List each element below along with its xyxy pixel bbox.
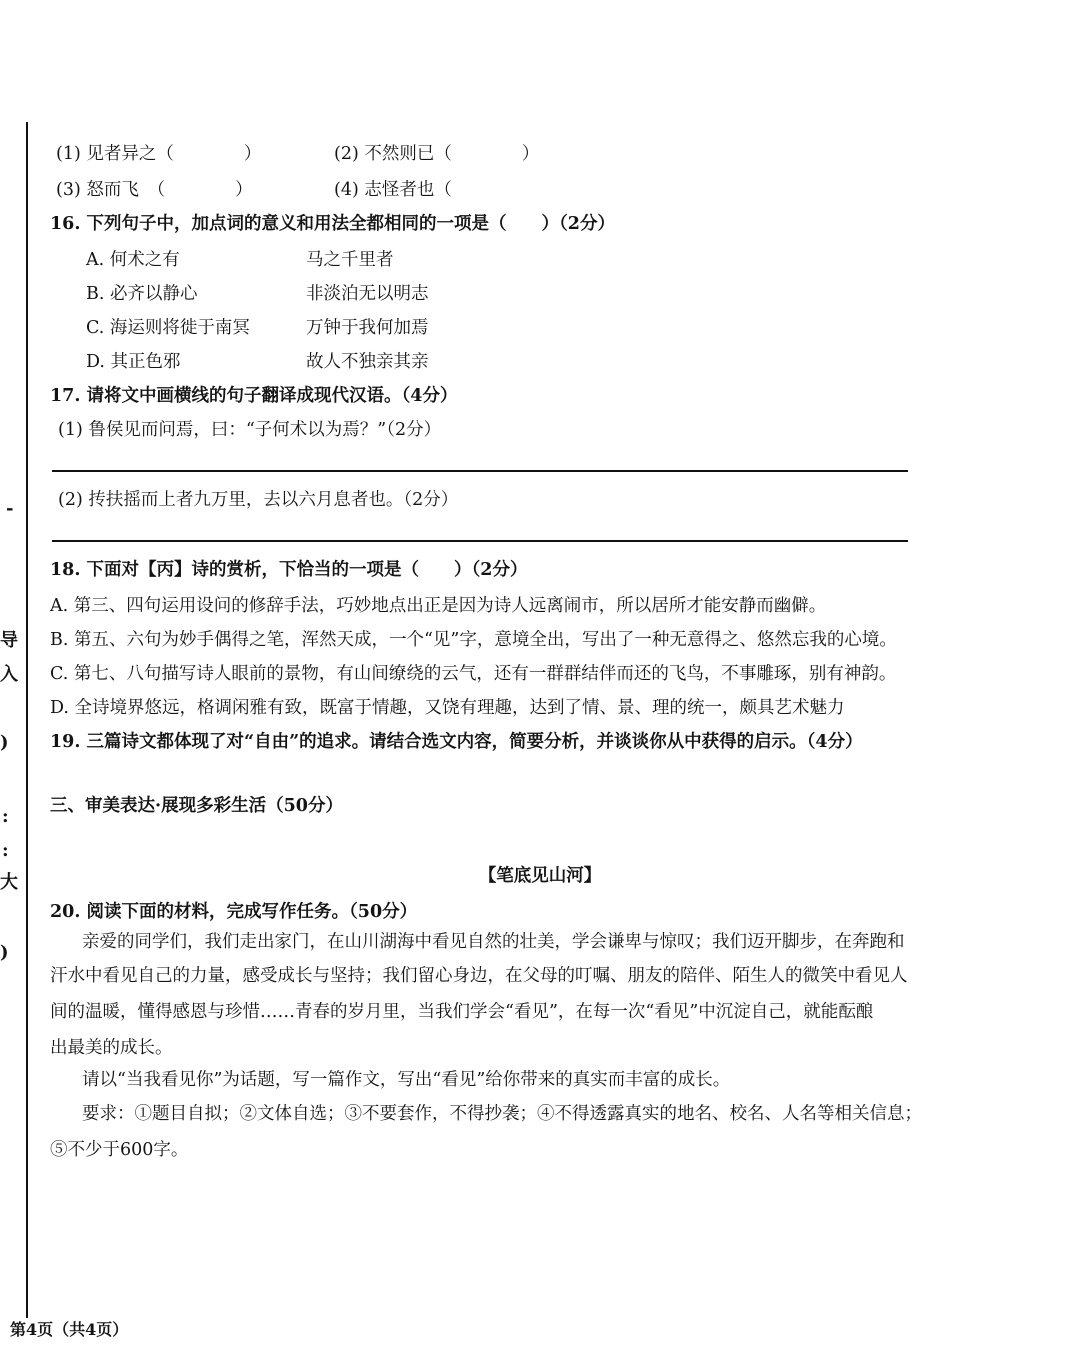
q20-task: 请以“当我看见你”为话题，写一篇作文，写出“看见”给你带来的真实而丰富的成长。 (82, 1070, 731, 1090)
q17-sub2: (2) 抟扶摇而上者九万里，去以六月息者也。（2分） (58, 490, 459, 510)
margin-mark: 大 (0, 872, 18, 893)
q20-requirements-line: 要求：①题目自拟；②文体自选；③不要套作，不得抄袭；④不得透露真实的地名、校名、人名等相关信息； (82, 1104, 922, 1124)
answer-line (52, 470, 908, 472)
q18-option-a: A. 第三、四句运用设问的修辞手法，巧妙地点出正是因为诗人远离闹市，所以居所才能安静而幽僻。 (50, 596, 827, 616)
q20-material-line: 出最美的成长。 (50, 1038, 173, 1058)
margin-mark: : (2, 840, 9, 861)
margin-mark: ) (0, 732, 9, 753)
q16-option-a-left: A. 何术之有 (86, 250, 180, 270)
q16-option-c-right: 万钟于我何加焉 (306, 318, 429, 338)
section3-title: 三、审美表达·展现多彩生活（50分） (50, 796, 343, 816)
q17-stem: 17. 请将文中画横线的句子翻译成现代汉语。（4分） (50, 386, 458, 406)
binding-line (26, 122, 28, 1318)
q15-item-3: (3) 怒而飞 （ ） (56, 180, 253, 200)
margin-mark: ) (0, 942, 9, 963)
q16-option-c-left: C. 海运则将徙于南冥 (86, 318, 250, 338)
margin-mark: : (2, 806, 9, 827)
page-number: 第4页（共4页） (10, 1320, 129, 1339)
answer-line (52, 540, 908, 542)
q20-material-line: 汗水中看见自己的力量，感受成长与坚持；我们留心身边，在父母的叮嘱、朋友的陪伴、陌生人的微笑中看见人 (50, 966, 908, 986)
q20-material-line: 间的温暖，懂得感恩与珍惜……青春的岁月里，当我们学会“看见”，在每一次“看见”中沉淀自己，就能酝酿 (50, 1002, 874, 1022)
q18-option-d: D. 全诗境界悠远，格调闲雅有致，既富于情趣，又饶有理趣，达到了情、景、理的统一，颇具艺术魅力 (50, 698, 845, 718)
q18-option-c: C. 第七、八句描写诗人眼前的景物，有山间缭绕的云气，还有一群群结伴而还的飞鸟，不事雕琢，别有神韵。 (50, 664, 897, 684)
q15-item-2: (2) 不然则已（ ） (334, 144, 540, 164)
q20-stem: 20. 阅读下面的材料，完成写作任务。（50分） (50, 902, 418, 922)
q20-material-line: 亲爱的同学们，我们走出家门，在山川湖海中看见自然的壮美，学会谦卑与惊叹；我们迈开脚步，在奔跑和 (82, 932, 905, 952)
margin-mark: - (6, 498, 14, 519)
margin-mark: 入 (0, 664, 18, 685)
margin-mark: 导 (0, 630, 18, 651)
q15-item-1: (1) 见者异之（ ） (56, 144, 262, 164)
q15-item-4: (4) 志怪者也（ (334, 180, 452, 200)
q19-stem: 19. 三篇诗文都体现了对“自由”的追求。请结合选文内容，简要分析，并谈谈你从中获得的启示。（4分） (50, 732, 863, 752)
q16-option-b-left: B. 必齐以静心 (86, 284, 198, 304)
q18-option-b: B. 第五、六句为妙手偶得之笔，浑然天成，一个“见”字，意境全出，写出了一种无意得之、悠然忘我的心境。 (50, 630, 897, 650)
q16-stem: 16. 下列句子中，加点词的意义和用法全都相同的一项是（ ）（2分） (50, 214, 615, 234)
q17-sub1: (1) 鲁侯见而问焉，曰：“子何术以为焉？”（2分） (58, 420, 442, 440)
q20-requirements-line: ⑤不少于600字。 (50, 1140, 189, 1160)
section3-subtitle: 【笔底见山河】 (478, 866, 602, 886)
q16-option-b-right: 非淡泊无以明志 (306, 284, 429, 304)
q16-option-a-right: 马之千里者 (306, 250, 394, 270)
q18-stem: 18. 下面对【丙】诗的赏析，下恰当的一项是（ ）（2分） (50, 560, 528, 580)
q16-option-d-left: D. 其正色邪 (86, 352, 181, 372)
q16-option-d-right: 故人不独亲其亲 (306, 352, 429, 372)
